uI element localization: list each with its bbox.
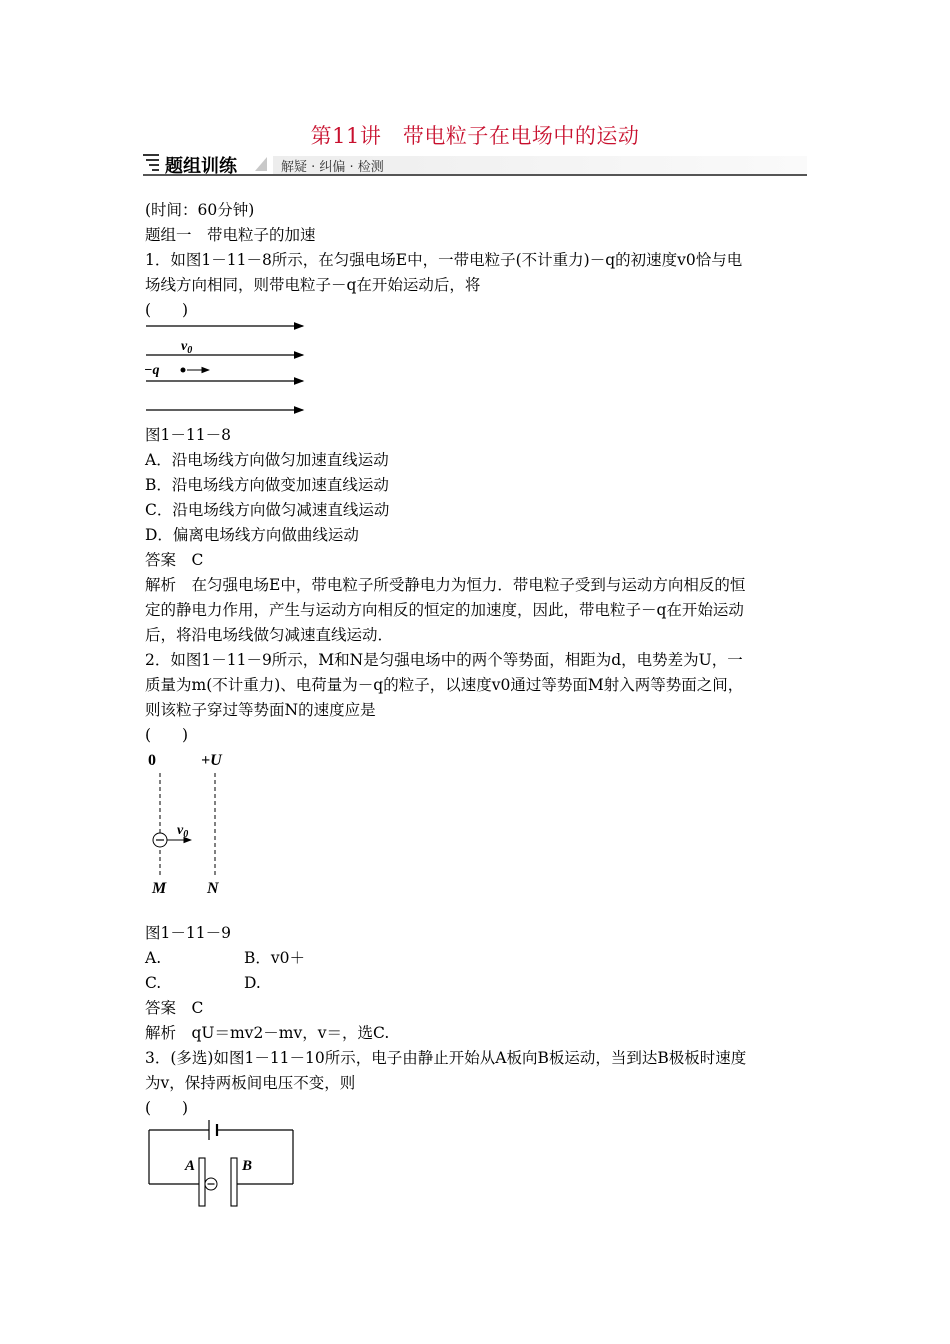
surface-n-label: N xyxy=(207,880,219,897)
plate-b-label: B xyxy=(242,1158,253,1174)
q2-option-b: B．v0＋ xyxy=(244,949,306,967)
potential-zero-label: 0 xyxy=(148,752,156,769)
q3-line: 为v，保持两板间电压不变，则 xyxy=(145,1074,356,1092)
q1-bracket: ( ) xyxy=(145,301,189,319)
q1-option-a: A．沿电场线方向做匀加速直线运动 xyxy=(145,451,389,469)
q1-analysis: 后，将沿电场线做匀减速直线运动． xyxy=(145,626,394,644)
q2-caption: 图1－11－9 xyxy=(145,924,231,942)
plate-a-label: A xyxy=(185,1158,196,1174)
banner-label: 题组训练 xyxy=(165,156,237,177)
particle-dot xyxy=(181,368,186,373)
q2-option-d: D. xyxy=(244,974,261,992)
v0-label: $v_0$ xyxy=(177,823,189,840)
group-heading: 题组一 带电粒子的加速 xyxy=(145,226,316,244)
figure-circuit xyxy=(143,1118,303,1213)
q1-line: 场线方向相同，则带电粒子－q在开始运动后，将 xyxy=(145,276,481,294)
q2-bracket: ( ) xyxy=(145,726,189,744)
charge-label: −q xyxy=(144,363,160,378)
plate-a xyxy=(199,1158,205,1206)
q2-option-a: A. xyxy=(145,949,162,967)
q2-line: 2．如图1－11－9所示，M和N是匀强电场中的两个等势面，相距为d，电势差为U，一 xyxy=(145,651,743,669)
v0-label: $v_0$ xyxy=(181,339,193,356)
page-title: 第11讲 带电粒子在电场中的运动 xyxy=(310,124,640,148)
surface-m-label: M xyxy=(152,880,167,897)
q2-line: 质量为m(不计重力)、电荷量为－q的粒子，以速度v0通过等势面M射入两等势面之间， xyxy=(145,676,744,694)
q1-answer: 答案 C xyxy=(145,551,204,569)
q1-line: 1．如图1－11－8所示，在匀强电场E中，一带电粒子(不计重力)－q的初速度v0恰与电 xyxy=(145,251,743,269)
banner-rule xyxy=(143,174,807,176)
q1-option-b: B．沿电场线方向做变加速直线运动 xyxy=(145,476,389,494)
q1-option-c: C．沿电场线方向做匀减速直线运动 xyxy=(145,501,390,519)
plate-b xyxy=(231,1158,237,1206)
q2-answer: 答案 C xyxy=(145,999,204,1017)
q1-analysis: 解析 在匀强电场E中，带电粒子所受静电力为恒力．带电粒子受到与运动方向相反的恒 xyxy=(145,576,746,594)
time-note: (时间：60分钟) xyxy=(145,201,255,219)
stripes-icon xyxy=(143,154,159,172)
section-banner xyxy=(143,152,807,178)
q2-option-c: C. xyxy=(145,974,162,992)
banner-subtitle: 解疑 · 纠偏 · 检测 xyxy=(281,160,384,175)
q2-analysis: 解析 qU＝mv2－mv，v＝，选C. xyxy=(145,1024,390,1042)
q2-line: 则该粒子穿过等势面N的速度应是 xyxy=(145,701,376,719)
q3-bracket: ( ) xyxy=(145,1099,189,1117)
potential-u-label: +U xyxy=(201,752,222,769)
q1-option-d: D．偏离电场线方向做曲线运动 xyxy=(145,526,359,544)
q1-analysis: 定的静电力作用，产生与运动方向相反的恒定的加速度，因此，带电粒子－q在开始运动 xyxy=(145,601,744,619)
figure-equipotential xyxy=(143,745,243,900)
triangle-icon xyxy=(255,157,267,171)
q3-line: 3．(多选)如图1－11－10所示，电子由静止开始从A板向B板运动，当到达B极板时速度 xyxy=(145,1049,747,1067)
q1-caption: 图1－11－8 xyxy=(145,426,231,444)
figure-field-lines xyxy=(143,318,313,420)
